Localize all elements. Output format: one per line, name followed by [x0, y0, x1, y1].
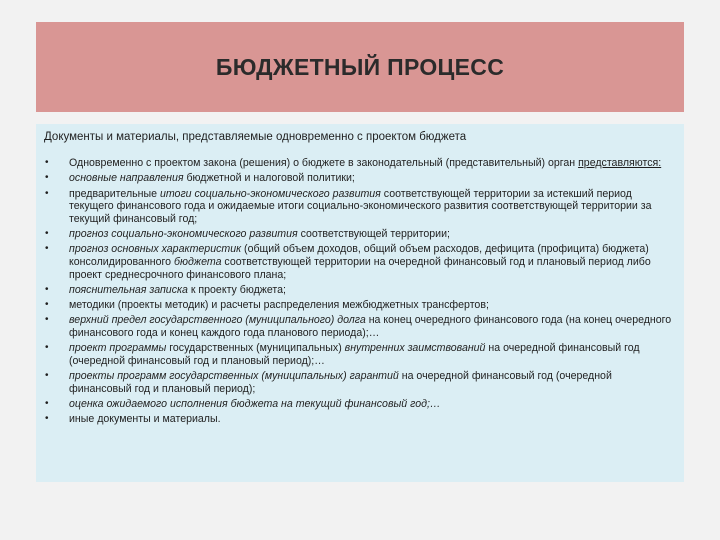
item-text-italic: прогноз основных характеристик	[69, 243, 242, 256]
bullet-icon: •	[45, 228, 49, 240]
bullet-icon: •	[45, 187, 49, 199]
list-item	[44, 172, 676, 185]
item-text: Одновременно с проектом закона (решения) о бюджете в законодательный (представительный) орган	[69, 157, 579, 169]
item-text: соответствующей территории;	[297, 228, 450, 241]
item-text-italic: пояснительная записка	[69, 283, 188, 296]
item-text-italic: верхний предел государственного (муниципального) долга	[69, 314, 366, 327]
page-title: БЮДЖЕТНЫЙ ПРОЦЕСС	[215, 53, 505, 80]
item-text-italic: прогноз социально-экономического развития	[69, 228, 298, 241]
item-text: на очередной финансовый год (очередной финансовый год и плановый период);…	[69, 342, 640, 367]
bullet-icon: •	[45, 342, 49, 354]
item-text: иные документы и материалы.	[69, 413, 221, 426]
list-item	[44, 157, 676, 170]
item-text: соответствующей территории за истекший период текущего финансового года и ожидаемые итоги социально-экономического развития соответствующей территории за текущий финансовый год;	[69, 187, 652, 225]
intro-text: Документы и материалы, представляемые одновременно с проектом бюджета	[44, 131, 467, 143]
item-text: на очередной финансовый год (очередной финансовый год и плановый период);	[69, 370, 612, 395]
content-panel	[36, 124, 684, 482]
bullet-icon: •	[45, 172, 49, 184]
item-text-italic: оценка ожидаемого исполнения бюджета на текущий финансовый год;…	[69, 397, 441, 410]
item-text: государственных (муниципальных)	[166, 342, 345, 355]
bullet-icon: •	[45, 397, 49, 409]
bullet-icon: •	[45, 370, 49, 382]
list-item	[44, 314, 676, 339]
list-item	[44, 342, 676, 367]
bullet-icon: •	[45, 314, 49, 326]
item-text: к проекту бюджета;	[187, 283, 286, 296]
bullet-icon: •	[45, 299, 49, 311]
list-item	[44, 299, 676, 312]
title-banner	[36, 22, 684, 112]
item-text: бюджетной и налоговой политики;	[183, 172, 355, 185]
item-text: предварительные	[69, 187, 160, 200]
list-item	[44, 188, 676, 226]
item-text-italic: проект программы	[69, 342, 167, 355]
list-item	[44, 413, 676, 426]
list-item	[44, 243, 676, 281]
list-item	[44, 370, 676, 395]
item-text-italic: итоги социально-экономического развития	[159, 187, 381, 200]
bullet-icon: •	[45, 157, 49, 168]
item-text-underlined: представляются:	[578, 157, 662, 169]
bullet-icon: •	[45, 243, 49, 255]
item-text-italic: проекты программ государственных (муниципальных) гарантий	[69, 370, 399, 383]
item-text: (общий объем доходов, общий объем расходов, дефицита (профицита) бюджета) консолидированного	[69, 243, 649, 268]
bullet-icon: •	[45, 413, 49, 425]
item-text-italic: внутренних заимствований	[344, 342, 486, 355]
document-list	[44, 157, 676, 426]
list-item	[44, 228, 676, 241]
item-text: методики (проекты методик) и расчеты распределения межбюджетных трансфертов;	[69, 299, 489, 312]
list-item	[44, 284, 676, 297]
item-text-italic: основные направления	[69, 172, 184, 185]
bullet-icon: •	[45, 283, 49, 295]
list-item	[44, 398, 676, 411]
item-text-italic: бюджета	[174, 255, 222, 268]
item-text: на конец очередного финансового года (на конец очередного финансового года и конец каждого года планового периода);…	[69, 314, 672, 339]
item-text: соответствующей территории на очередной финансовый год и плановый период либо проект среднесрочного финансового плана;	[69, 255, 651, 281]
